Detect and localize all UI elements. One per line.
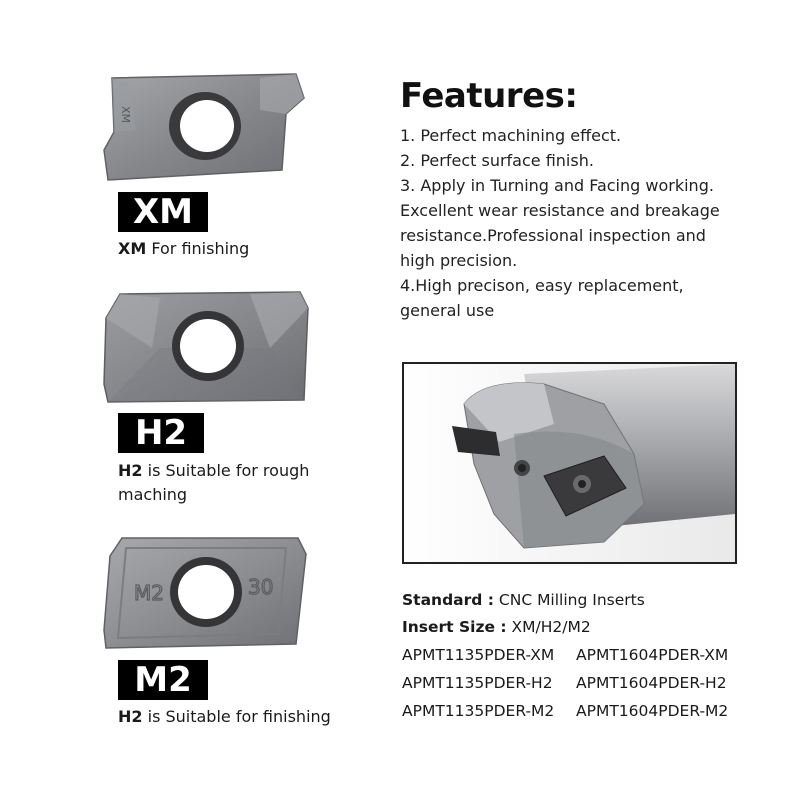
feature-line: 2. Perfect surface finish. <box>400 151 594 170</box>
feature-line: 4.High precison, easy replacement, <box>400 276 684 295</box>
insert-h2-image <box>100 288 312 406</box>
spec-standard-label: Standard : <box>402 591 494 609</box>
model-row <box>402 644 747 666</box>
model-code: APMT1604PDER-H2 <box>576 674 727 692</box>
grade-badge-h2: H2 <box>118 413 204 453</box>
features-title: Features: <box>400 76 578 116</box>
caption-m2 <box>118 705 378 729</box>
grade-badge-m2: M2 <box>118 660 208 700</box>
feature-line: 1. Perfect machining effect. <box>400 126 622 145</box>
spec-standard-value: CNC Milling Inserts <box>493 591 645 609</box>
caption-m2-text: is Suitable for finishing <box>142 707 331 726</box>
model-code: APMT1135PDER-XM <box>402 646 555 664</box>
model-code: APMT1604PDER-M2 <box>576 702 729 720</box>
feature-line: high precision. <box>400 251 518 270</box>
caption-xm <box>118 237 378 261</box>
model-row <box>402 700 747 722</box>
caption-h2-text: is Suitable for rough <box>142 461 310 480</box>
feature-line: Excellent wear resistance and breakage <box>400 201 720 220</box>
model-code: APMT1604PDER-XM <box>576 646 729 664</box>
model-code: APMT1135PDER-M2 <box>402 702 555 720</box>
feature-line: 3. Apply in Turning and Facing working. <box>400 176 714 195</box>
feature-line: general use <box>400 301 495 320</box>
svg-text:XM: XM <box>119 106 132 124</box>
grade-badge-xm: XM <box>118 192 208 232</box>
insert-m2-engraving-right: 30 <box>248 575 274 599</box>
caption-xm-text: For finishing <box>146 239 250 258</box>
caption-h2-bold: H2 <box>118 461 143 480</box>
model-row <box>402 672 747 694</box>
insert-m2-image <box>100 534 312 652</box>
insert-m2-engraving-left: M2 <box>134 581 164 605</box>
spec-insert-size <box>402 616 591 638</box>
caption-h2-text-line2: maching <box>118 485 188 504</box>
spec-size-label: Insert Size : <box>402 618 507 636</box>
tool-holder-photo <box>402 362 737 564</box>
model-code: APMT1135PDER-H2 <box>402 674 553 692</box>
insert-xm-image <box>100 70 310 185</box>
caption-m2-bold: H2 <box>118 707 143 726</box>
features-list <box>400 123 780 323</box>
spec-standard <box>402 589 645 611</box>
caption-xm-bold: XM <box>118 239 147 258</box>
caption-h2 <box>118 459 378 507</box>
spec-size-value: XM/H2/M2 <box>506 618 591 636</box>
feature-line: resistance.Professional inspection and <box>400 226 706 245</box>
